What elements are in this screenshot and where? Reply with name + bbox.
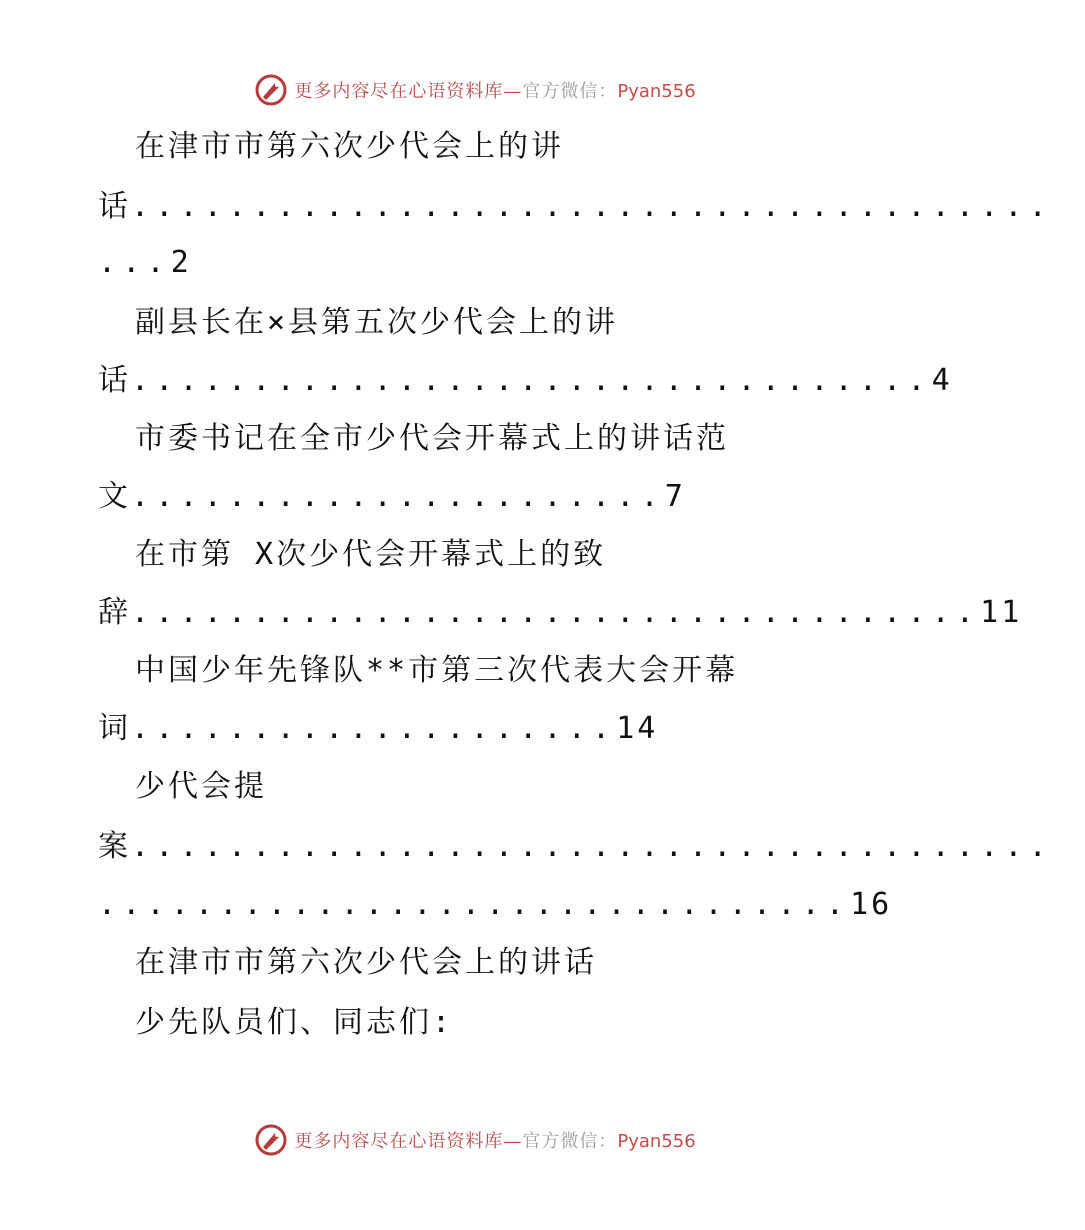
toc-page-6: 16: [850, 887, 893, 922]
toc-page-4: 11: [980, 595, 1023, 630]
toc-title-1: 在津市市第六次少代会上的讲: [135, 129, 564, 164]
toc-title-6: 少代会提: [135, 769, 267, 804]
pen-nib-logo-icon: [254, 1123, 288, 1157]
body-salutation: 少先队员们、同志们:: [135, 1005, 454, 1040]
toc-title-4: 在市第 X次少代会开幕式上的致: [135, 537, 607, 572]
pen-nib-logo-icon: [254, 73, 288, 107]
toc-leader-1: 话......................................: [98, 189, 1053, 224]
toc-page-5: 14: [616, 711, 659, 746]
toc-title-2: 副县长在×县第五次少代会上的讲: [135, 305, 619, 340]
toc-leader-2: 话.................................4: [98, 363, 953, 398]
toc-leader-3: 文......................7: [98, 479, 686, 514]
toc-page-2: 4: [931, 363, 953, 398]
banner-text: 更多内容尽在心语资料库—官方微信：Pyan556: [294, 1131, 696, 1152]
toc-leader-4: 辞...................................11: [98, 595, 1023, 630]
toc-leader-1-cont: ...2: [98, 245, 192, 280]
toc-page-3: 7: [664, 479, 686, 514]
banner-text: 更多内容尽在心语资料库—官方微信：Pyan556: [294, 81, 696, 102]
toc-title-5: 中国少年先锋队**市第三次代表大会开幕: [135, 653, 739, 688]
toc-title-3: 市委书记在全市少代会开幕式上的讲话范: [135, 421, 729, 456]
body-heading: 在津市市第六次少代会上的讲话: [135, 945, 597, 980]
toc-page-1: 2: [170, 245, 192, 280]
toc-leader-6-cont: ...............................16: [98, 887, 893, 922]
toc-leader-5: 词....................14: [98, 711, 659, 746]
footer-banner: [0, 1122, 950, 1158]
toc-leader-6: 案......................................: [98, 829, 1053, 864]
header-banner: [0, 72, 950, 108]
